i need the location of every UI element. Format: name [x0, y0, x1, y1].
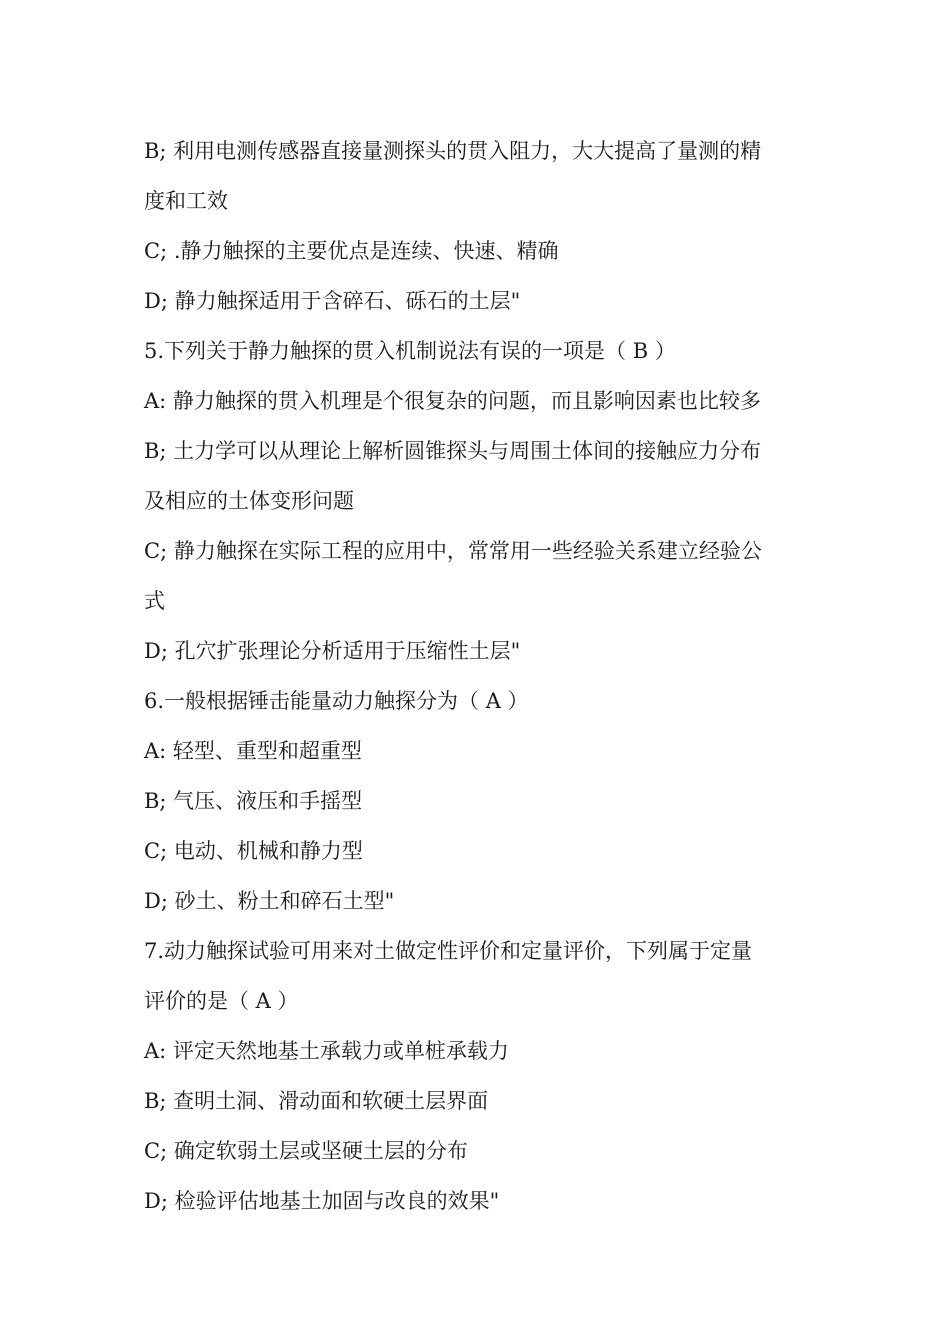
option-line: B; 土力学可以从理论上解析圆锥探头与周围土体间的接触应力分布 — [144, 439, 762, 463]
question-text: 7.动力触探试验可用来对土做定性评价和定量评价，下列属于定量 — [144, 939, 753, 963]
option-line: C; 电动、机械和静力型 — [144, 839, 363, 863]
option-line: B; 利用电测传感器直接量测探头的贯入阻力，大大提高了量测的精 — [144, 139, 762, 163]
option-line-continued: 度和工效 — [144, 189, 228, 213]
option-line: D; 砂土、粉土和碎石土型" — [144, 889, 395, 913]
option-line: D; 检验评估地基土加固与改良的效果" — [144, 1189, 500, 1213]
question-text: 6.一般根据锤击能量动力触探分为（ A ） — [144, 689, 529, 713]
option-line: C; 静力触探在实际工程的应用中，常常用一些经验关系建立经验公 — [144, 539, 762, 563]
question-text-continued: 评价的是（ A ） — [144, 989, 299, 1013]
option-line: D; 静力触探适用于含碎石、砾石的土层" — [144, 289, 521, 313]
option-line: A: 轻型、重型和超重型 — [144, 739, 362, 763]
option-line: D; 孔穴扩张理论分析适用于压缩性土层" — [144, 639, 521, 663]
question-text: 5.下列关于静力触探的贯入机制说法有误的一项是（ B ） — [144, 339, 676, 363]
option-line: B; 气压、液压和手摇型 — [144, 789, 363, 813]
option-line: C; 确定软弱土层或坚硬土层的分布 — [144, 1139, 468, 1163]
option-line-continued: 式 — [144, 589, 165, 613]
option-line: B; 查明土洞、滑动面和软硬土层界面 — [144, 1089, 489, 1113]
option-line: A: 静力触探的贯入机理是个很复杂的问题，而且影响因素也比较多 — [144, 389, 761, 413]
option-line: A: 评定天然地基土承载力或单桩承载力 — [144, 1039, 509, 1063]
document-body — [144, 126, 809, 1226]
option-line: C; .静力触探的主要优点是连续、快速、精确 — [144, 239, 559, 263]
option-line-continued: 及相应的土体变形问题 — [144, 489, 354, 513]
